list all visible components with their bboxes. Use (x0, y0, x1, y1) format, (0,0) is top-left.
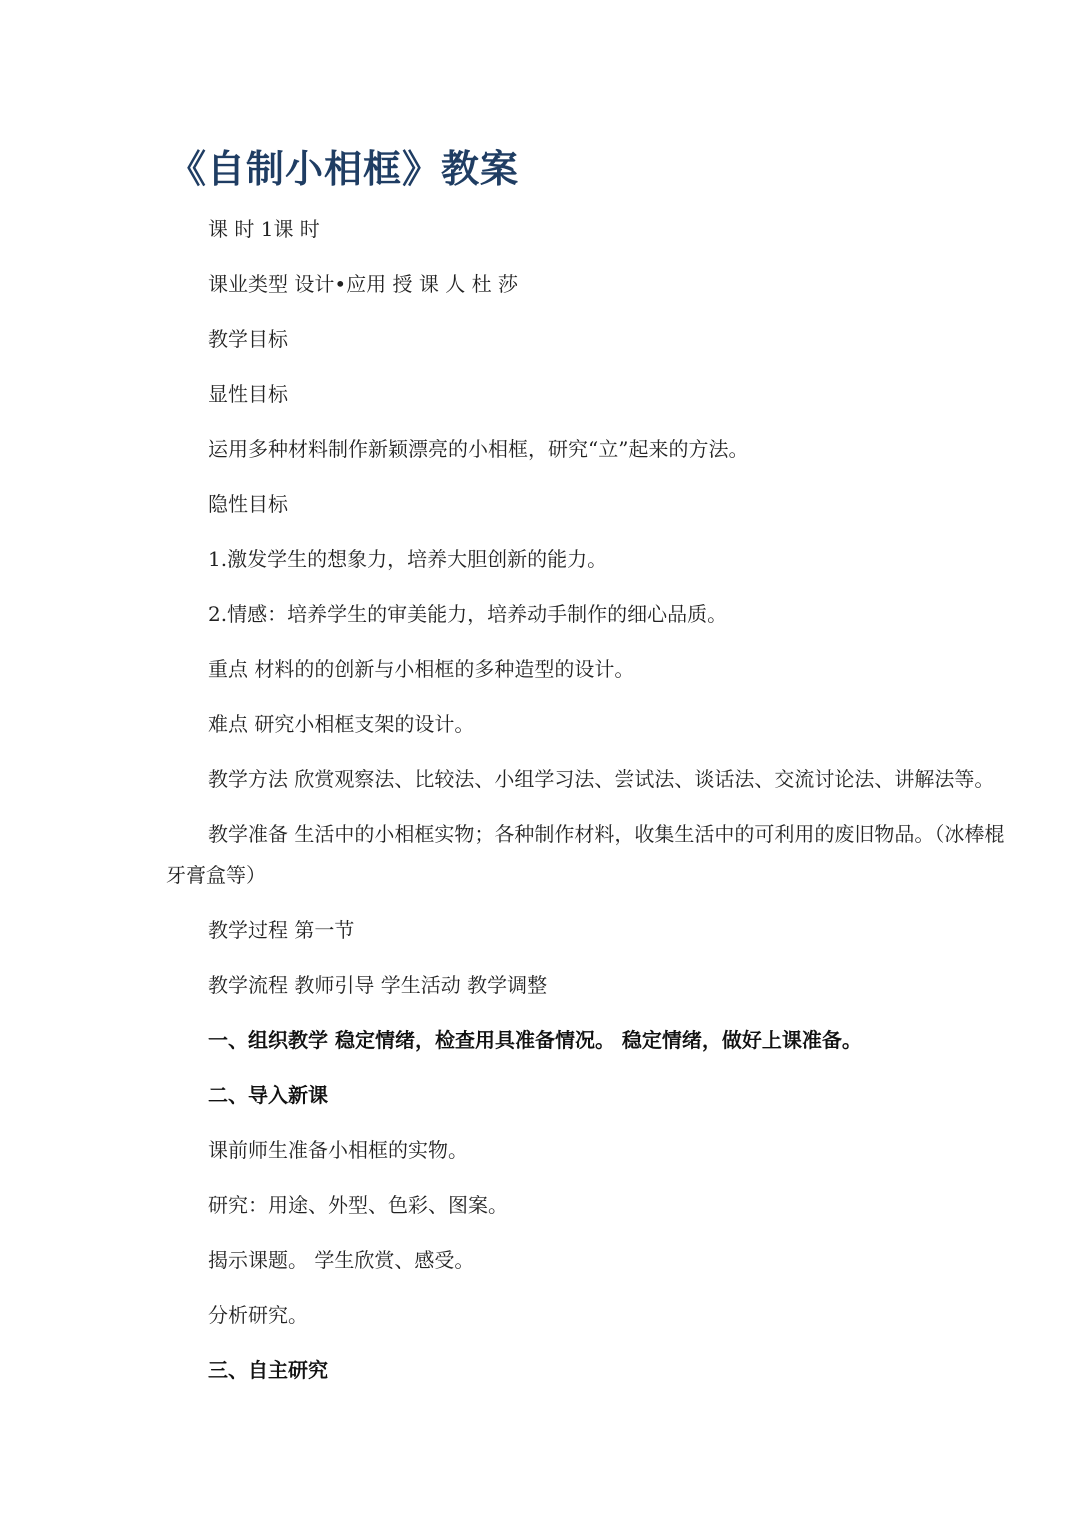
research-aspects-line: 研究：用途、外型、色彩、图案。 (208, 1193, 508, 1217)
course-type-line: 课业类型 设计•应用 授 课 人 杜 莎 (208, 272, 518, 296)
implicit-goals-heading: 隐性目标 (208, 492, 288, 516)
teaching-preparation-continuation: 牙膏盒等） (166, 863, 266, 887)
explicit-goals-text: 运用多种材料制作新颖漂亮的小相框，研究“立”起来的方法。 (208, 437, 749, 461)
reveal-topic-line: 揭示课题。 学生欣赏、感受。 (208, 1248, 475, 1272)
teaching-flow-line: 教学流程 教师引导 学生活动 教学调整 (208, 973, 548, 997)
key-points-line: 重点 材料的的创新与小相框的多种造型的设计。 (208, 657, 635, 681)
class-hours-line: 课 时 1课 时 (208, 217, 320, 241)
pre-class-preparation-line: 课前师生准备小相框的实物。 (208, 1138, 468, 1162)
analysis-line: 分析研究。 (208, 1303, 308, 1327)
explicit-goals-heading: 显性目标 (208, 382, 288, 406)
teaching-methods-line: 教学方法 欣赏观察法、比较法、小组学习法、尝试法、谈话法、交流讨论法、讲解法等。 (208, 767, 995, 791)
teaching-preparation-line: 教学准备 生活中的小相框实物；各种制作材料，收集生活中的可利用的废旧物品。（冰棒棍 (208, 822, 1005, 846)
section-organize-teaching: 一、组织教学 稳定情绪，检查用具准备情况。 稳定情绪，做好上课准备。 (208, 1028, 862, 1052)
teaching-process-line: 教学过程 第一节 (208, 918, 355, 942)
teaching-goals-heading: 教学目标 (208, 327, 288, 351)
difficult-points-line: 难点 研究小相框支架的设计。 (208, 712, 475, 736)
implicit-goal-2: 2.情感：培养学生的审美能力，培养动手制作的细心品质。 (208, 602, 728, 626)
section-introduce-lesson: 二、导入新课 (208, 1083, 328, 1107)
implicit-goal-1: 1.激发学生的想象力，培养大胆创新的能力。 (208, 547, 608, 571)
section-independent-research: 三、自主研究 (208, 1358, 328, 1382)
document-title: 《自制小相框》教案 (168, 146, 520, 191)
